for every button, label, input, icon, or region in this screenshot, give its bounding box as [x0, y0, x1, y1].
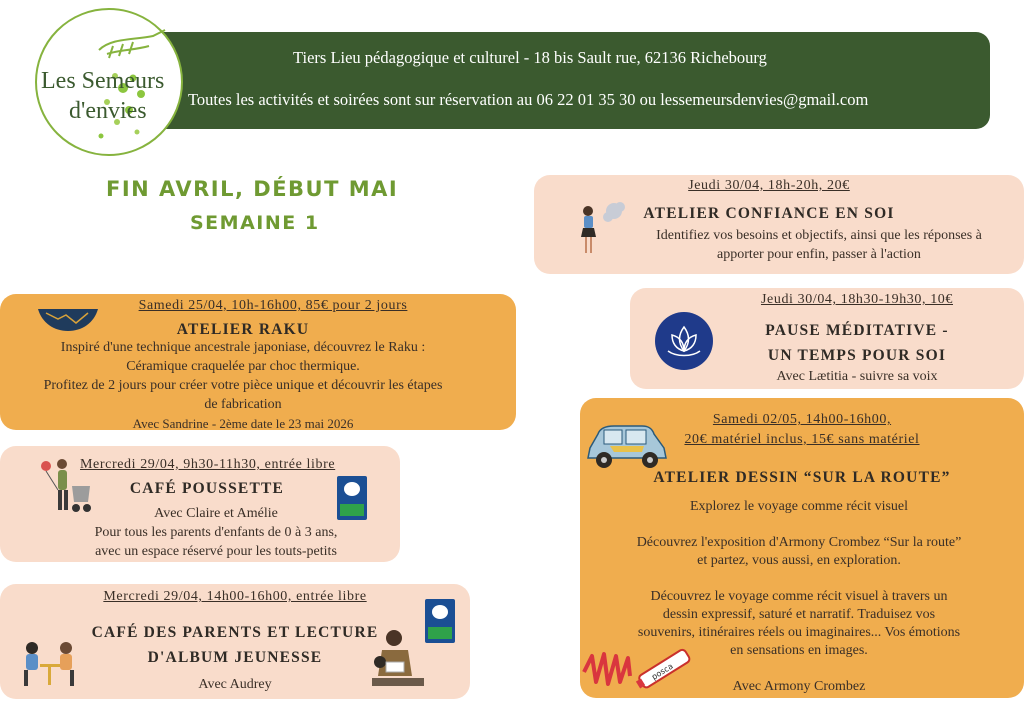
description-line: Profitez de 2 jours pour créer votre pièce unique et découvrir les étapes: [43, 378, 443, 393]
description-line: en sensations en images.: [730, 643, 868, 658]
description-line: de fabrication: [204, 397, 282, 412]
period-heading: FIN AVRIL, DÉBUT MAI: [106, 177, 399, 201]
header-banner: [150, 32, 990, 129]
event-card-raku: [0, 294, 516, 430]
description-line: Avec Armony Crombez: [732, 679, 866, 694]
lotus-icon: [654, 311, 714, 371]
description-line: [574, 516, 1024, 534]
logo-line-1: Les Semeurs: [41, 68, 165, 94]
description-line: Identifiez vos besoins et objectifs, ainsi que les réponses à: [656, 228, 982, 243]
event-card-meditation: [630, 288, 1024, 389]
reading-parent-icon: [366, 628, 428, 692]
event-title: CAFÉ POUSSETTE: [129, 480, 285, 497]
event-title: ATELIER RAKU: [176, 321, 310, 338]
parent-stroller-icon: [36, 456, 96, 520]
description-line: avec un espace réservé pour les touts-petits: [95, 544, 337, 559]
event-card-cafe-parents: [0, 584, 470, 699]
description-line: Avec Lætitia - suivre sa voix: [776, 369, 938, 384]
description-line: dessin expressif, saturé et narratif. Traduisez vos: [662, 607, 936, 622]
event-description: [0, 338, 516, 433]
title-line: CAFÉ DES PARENTS ET LECTURE: [91, 624, 379, 641]
description-line: Pour tous les parents d'enfants de 0 à 3 ans,: [94, 525, 338, 540]
car-icon: [584, 420, 670, 470]
caf-logo: [425, 599, 455, 643]
description-line: Céramique craquelée par choc thermique.: [126, 359, 360, 374]
description-line: Découvrez le voyage comme récit visuel à travers un: [650, 589, 948, 604]
parents-coffee-icon: [18, 640, 82, 688]
raku-bowl-icon: [36, 305, 100, 333]
event-date: Samedi 25/04, 10h-16h00, 85€ pour 2 jours: [138, 298, 408, 313]
event-date: Jeudi 30/04, 18h-20h, 20€: [688, 178, 850, 193]
description-line: Avec Claire et Amélie: [154, 506, 278, 521]
event-title: ATELIER DESSIN “SUR LA ROUTE”: [653, 469, 951, 486]
caf-logo: [337, 476, 367, 520]
event-title: ATELIER CONFIANCE EN SOI: [643, 205, 895, 222]
logo-line-2: d'envies: [69, 98, 147, 124]
event-date: Jeudi 30/04, 18h30-19h30, 10€: [760, 292, 953, 307]
week-heading: SEMAINE 1: [190, 212, 320, 234]
address-line: Tiers Lieu pédagogique et culturel - 18 bis Sault rue, 62136 Richebourg: [293, 48, 767, 67]
marker-label: posca: [650, 661, 675, 682]
posca-marker-icon: [580, 642, 696, 696]
description-line: [574, 570, 1024, 588]
title-line: UN TEMPS POUR SOI: [767, 347, 947, 364]
description-line: Explorez le voyage comme récit visuel: [689, 499, 909, 514]
event-card-cafe-poussette: [0, 446, 400, 562]
description-line: apporter pour enfin, passer à l'action: [717, 247, 921, 262]
title-line: D'ALBUM JEUNESSE: [147, 649, 323, 666]
description-line: et partez, vous aussi, en exploration.: [697, 553, 901, 568]
event-date: Mercredi 29/04, 9h30-11h30, entrée libre: [80, 457, 336, 472]
logo: [35, 8, 183, 156]
event-card-confiance: [534, 175, 1024, 274]
event-card-dessin: [580, 398, 1024, 698]
description-line: souvenirs, itinéraires réels ou imaginaires... Vos émotions: [637, 625, 961, 640]
description-line: Découvrez l'exposition d'Armony Crombez “Sur la route”: [636, 535, 962, 550]
event-description: [690, 367, 1024, 386]
description-line: Avec Sandrine - 2ème date le 23 mai 2026: [132, 416, 354, 431]
confidence-person-icon: [574, 201, 630, 257]
date-line: 20€ matériel inclus, 15€ sans matériel: [684, 432, 920, 447]
booking-line: Toutes les activités et soirées sont sur réservation au 06 22 01 35 30 ou lessemeursdenvies@gmail.com: [188, 90, 869, 109]
description-line: Inspiré d'une technique ancestrale japoniase, découvrez le Raku :: [60, 340, 426, 355]
title-line: PAUSE MÉDITATIVE -: [765, 322, 949, 339]
event-date: Mercredi 29/04, 14h00-16h00, entrée libre: [103, 589, 367, 604]
description-line: Avec Audrey: [198, 677, 272, 692]
event-description: [614, 226, 1024, 264]
event-title: [690, 318, 1024, 368]
date-line: Samedi 02/05, 14h00-16h00,: [712, 412, 892, 427]
